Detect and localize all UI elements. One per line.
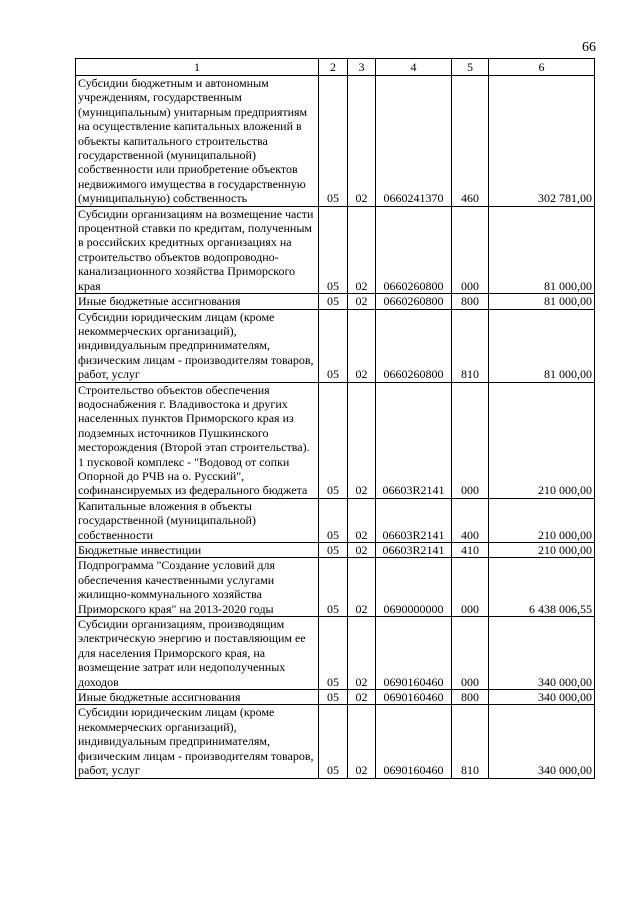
subsection-code-cell: 02 <box>348 382 376 498</box>
page-number: 66 <box>582 40 596 55</box>
amount-cell: 6 438 006,55 <box>489 558 595 617</box>
amount-cell: 81 000,00 <box>489 206 595 293</box>
section-code-cell: 05 <box>319 690 348 705</box>
table-row <box>76 705 595 778</box>
header-col-6: 6 <box>489 59 595 76</box>
item-name-cell: Субсидии организациям, производящим электрическую энергию и поставляющим ее для населения Приморского края, на возмещение затрат или недополученных доходов <box>76 617 319 690</box>
section-code-cell: 05 <box>319 543 348 558</box>
item-name-cell: Иные бюджетные ассигнования <box>76 294 319 309</box>
section-code-cell: 05 <box>319 558 348 617</box>
item-name-cell: Бюджетные инвестиции <box>76 543 319 558</box>
header-col-4: 4 <box>376 59 452 76</box>
budget-table <box>75 58 595 779</box>
expense-type-cell: 410 <box>452 543 489 558</box>
header-col-1: 1 <box>76 59 319 76</box>
item-name-cell: Иные бюджетные ассигнования <box>76 690 319 705</box>
expense-type-cell: 460 <box>452 76 489 207</box>
table-row <box>76 76 595 207</box>
amount-cell: 210 000,00 <box>489 498 595 542</box>
subsection-code-cell: 02 <box>348 76 376 207</box>
amount-cell: 340 000,00 <box>489 690 595 705</box>
table-row <box>76 382 595 498</box>
amount-cell: 210 000,00 <box>489 382 595 498</box>
target-article-cell: 0690160460 <box>376 617 452 690</box>
subsection-code-cell: 02 <box>348 206 376 293</box>
amount-cell: 340 000,00 <box>489 705 595 778</box>
table-row <box>76 206 595 293</box>
expense-type-cell: 810 <box>452 309 489 382</box>
subsection-code-cell: 02 <box>348 294 376 309</box>
section-code-cell: 05 <box>319 705 348 778</box>
subsection-code-cell: 02 <box>348 543 376 558</box>
subsection-code-cell: 02 <box>348 498 376 542</box>
expense-type-cell: 810 <box>452 705 489 778</box>
item-name-cell: Субсидии юридическим лицам (кроме некоммерческих организаций), индивидуальным предпринимателям, физическим лицам - производителям товаров, работ, услуг <box>76 309 319 382</box>
target-article-cell: 0660260800 <box>376 309 452 382</box>
expense-type-cell: 800 <box>452 294 489 309</box>
amount-cell: 340 000,00 <box>489 617 595 690</box>
subsection-code-cell: 02 <box>348 558 376 617</box>
target-article-cell: 0690160460 <box>376 705 452 778</box>
expense-type-cell: 400 <box>452 498 489 542</box>
target-article-cell: 0660241370 <box>376 76 452 207</box>
target-article-cell: 0690000000 <box>376 558 452 617</box>
target-article-cell: 0690160460 <box>376 690 452 705</box>
table-header-row <box>76 59 595 76</box>
expense-type-cell: 800 <box>452 690 489 705</box>
amount-cell: 81 000,00 <box>489 309 595 382</box>
section-code-cell: 05 <box>319 498 348 542</box>
table-row <box>76 309 595 382</box>
table-row <box>76 498 595 542</box>
item-name-cell: Капитальные вложения в объекты государственной (муниципальной) собственности <box>76 498 319 542</box>
amount-cell: 210 000,00 <box>489 543 595 558</box>
amount-cell: 302 781,00 <box>489 76 595 207</box>
table-row <box>76 617 595 690</box>
table-row <box>76 543 595 558</box>
target-article-cell: 06603R2141 <box>376 543 452 558</box>
target-article-cell: 06603R2141 <box>376 382 452 498</box>
subsection-code-cell: 02 <box>348 690 376 705</box>
item-name-cell: Субсидии бюджетным и автономным учреждениям, государственным (муниципальным) унитарным предприятиям на осуществление капитальных вложений в объекты капитального строительства государственной (муниципальной) собственности или приобретение объектов недвижимого имущества в государственную (муниципальную) собственность <box>76 76 319 207</box>
subsection-code-cell: 02 <box>348 309 376 382</box>
subsection-code-cell: 02 <box>348 617 376 690</box>
item-name-cell: Подпрограмма "Создание условий для обеспечения качественными услугами жилищно-коммунального хозяйства Приморского края" на 2013-2020 годы <box>76 558 319 617</box>
header-col-2: 2 <box>319 59 348 76</box>
section-code-cell: 05 <box>319 294 348 309</box>
expense-type-cell: 000 <box>452 382 489 498</box>
target-article-cell: 06603R2141 <box>376 498 452 542</box>
expense-type-cell: 000 <box>452 206 489 293</box>
table-row <box>76 690 595 705</box>
item-name-cell: Субсидии юридическим лицам (кроме некоммерческих организаций), индивидуальным предпринимателям, физическим лицам - производителям товаров, работ, услуг <box>76 705 319 778</box>
header-col-5: 5 <box>452 59 489 76</box>
expense-type-cell: 000 <box>452 558 489 617</box>
section-code-cell: 05 <box>319 206 348 293</box>
target-article-cell: 0660260800 <box>376 206 452 293</box>
section-code-cell: 05 <box>319 617 348 690</box>
section-code-cell: 05 <box>319 309 348 382</box>
item-name-cell: Строительство объектов обеспечения водоснабжения г. Владивостока и других населенных пунктов Приморского края из подземных источников Пушкинского месторождения (Второй этап строительства). 1 пусковой комплекс - "Водовод от сопки Опорной до РЧВ на о. Русский", софинансируемых из федерального бюджета <box>76 382 319 498</box>
amount-cell: 81 000,00 <box>489 294 595 309</box>
subsection-code-cell: 02 <box>348 705 376 778</box>
item-name-cell: Субсидии организациям на возмещение части процентной ставки по кредитам, полученным в российских кредитных организациях на строительство объектов водопроводно-канализационного хозяйства Приморского края <box>76 206 319 293</box>
section-code-cell: 05 <box>319 382 348 498</box>
table-row <box>76 558 595 617</box>
table-row <box>76 294 595 309</box>
target-article-cell: 0660260800 <box>376 294 452 309</box>
header-col-3: 3 <box>348 59 376 76</box>
expense-type-cell: 000 <box>452 617 489 690</box>
section-code-cell: 05 <box>319 76 348 207</box>
